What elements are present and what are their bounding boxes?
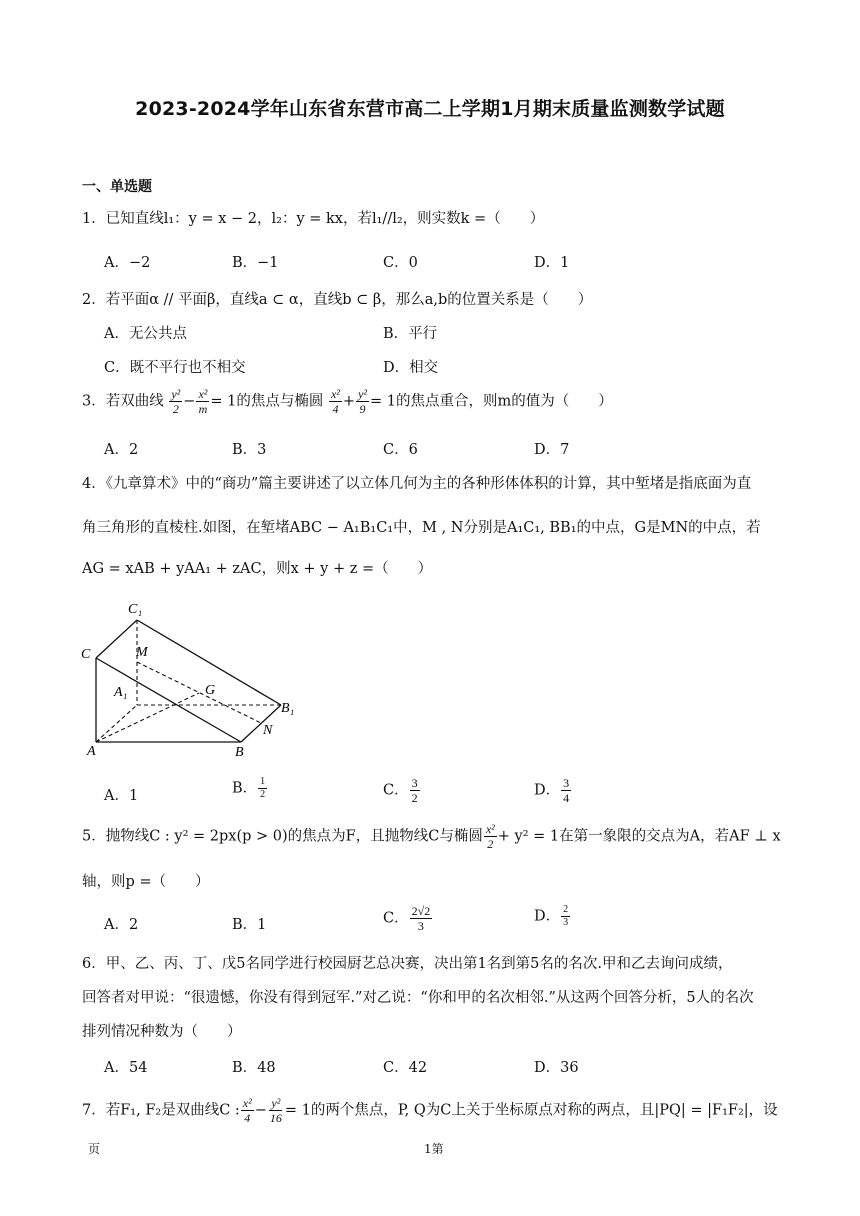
page-title: 2023-2024学年山东省东营市高二上学期1月期末质量监测数学试题 (135, 98, 725, 120)
fraction: $\frac{\text{x²}}{4}$ (330, 387, 340, 416)
q3-text-pre: 3．若双曲线 (82, 393, 164, 410)
q1-option-c: C．0 (383, 255, 418, 271)
label-b1: B₁ (281, 701, 295, 716)
q1-option-a: A．−2 (104, 255, 151, 271)
fraction: $\frac{\text{y²}}{2}$ (171, 387, 181, 416)
fraction: $\frac{3}{2}$ (411, 776, 418, 805)
q5-option-b: B．1 (232, 917, 267, 933)
question-6-line-1: 6．甲、乙、丙、丁、戊5名同学进行校园厨艺总决赛，决出第1名到第5名的名次.甲和乙去询问成绩， (82, 956, 733, 972)
q4-option-d: D． $\frac{3}{4}$ (534, 776, 570, 805)
q1-option-b: B．−1 (232, 255, 279, 271)
label-g: G (205, 683, 216, 698)
q4-option-a: A．1 (104, 788, 139, 804)
fraction: $\frac{\text{x²}}{m}$ (198, 387, 208, 416)
question-4-line-2: 角三角形的直棱柱.如图，在堑堵ABC − A₁B₁C₁中，M , N分别是A₁C₁, BB₁的中点，G是MN的中点，若 (82, 520, 761, 536)
q5-text-post: + y² = 1在第一象限的交点为A，若AF ⊥ x (497, 828, 781, 845)
q2-option-c: C．既不平行也不相交 (104, 360, 246, 376)
question-1: 1．已知直线l₁：y = x − 2，l₂：y = kx，若l₁//l₂，则实数k =（ ） (82, 211, 545, 227)
q2-option-b: B．平行 (383, 326, 438, 342)
footer-left: 页 (88, 1142, 101, 1156)
question-4-line-3: AG = xAB + yAA₁ + zAC，则x + y + z =（ ） (82, 561, 433, 577)
label-a: A (87, 744, 96, 759)
q1-option-d: D．1 (534, 255, 570, 271)
fraction: $\frac{2√2}{3}$ (411, 904, 431, 933)
q5-option-c: C． $\frac{2√2}{3}$ (383, 904, 431, 933)
q2-option-d: D．相交 (383, 360, 439, 376)
q4-option-c: C． $\frac{3}{2}$ (383, 776, 418, 805)
label-c1: C₁ (128, 602, 143, 617)
q7-text-pre: 7．若F₁, F₂是双曲线C : (82, 1102, 240, 1119)
question-5-line-2: 轴，则p =（ ） (82, 874, 210, 890)
question-3: 3．若双曲线 $\frac{\text{y²}}{2}$ − $\frac{\text{x²}}{m}$ = 1的焦点与椭圆 $\frac{\text{x²}}{4}$ + $\frac{\text{y²}}{9}$ = 1的焦点重合，则m的值为（ ） (82, 387, 613, 416)
fraction: $\frac{1}{2}$ (260, 776, 266, 800)
q3-option-d: D．7 (534, 442, 570, 458)
q5-text-pre: 5．抛物线C : y² = 2px(p > 0)的焦点为F，且抛物线C与椭圆 (82, 828, 483, 845)
label-b: B (235, 745, 244, 760)
fraction: $\frac{\text{y²}}{16}$ (269, 1096, 282, 1125)
q7-text-post: = 1的两个焦点，P, Q为C上关于坐标原点对称的两点，且|PQ| = |F₁F₂|，设 (284, 1102, 778, 1119)
q3-option-a: A．2 (104, 442, 139, 458)
fraction: $\frac{\text{x²}}{4}$ (242, 1096, 252, 1125)
question-7: 7．若F₁, F₂是双曲线C : $\frac{\text{x²}}{4}$ − $\frac{\text{y²}}{16}$ = 1的两个焦点，P, Q为C上关于坐标原点对称的两点，且|PQ| = |F₁F₂|，设 (82, 1096, 778, 1125)
q6-option-a: A．54 (104, 1060, 148, 1076)
label-m: M (136, 645, 148, 660)
q5-option-d: D． $\frac{2}{3}$ (534, 904, 569, 928)
q3-option-c: C．6 (383, 442, 418, 458)
question-6-line-2: 回答者对甲说：“很遗憾，你没有得到冠军.”对乙说：“你和甲的名次相邻.”从这两个回答分析，5人的名次 (82, 990, 754, 1006)
question-4-line-1: 4．《九章算术》中的“商功”篇主要讲述了以立体几何为主的各种形体体积的计算，其中堑堵是指底面为直 (82, 476, 752, 492)
question-5-line-1 (82, 822, 781, 851)
fraction: $\frac{\text{y²}}{9}$ (358, 387, 367, 416)
q2-option-a: A．无公共点 (104, 326, 187, 342)
q3-text-post: 的焦点重合，则m的值为（ ） (395, 393, 613, 410)
page-number: 1第 (424, 1142, 444, 1156)
prism-figure (78, 596, 308, 766)
label-c: C (81, 647, 91, 662)
q3-option-b: B．3 (232, 442, 267, 458)
q6-option-b: B．48 (232, 1060, 276, 1076)
fraction: $\frac{3}{4}$ (563, 776, 570, 805)
q3-text-mid: 的焦点与椭圆 (236, 393, 324, 410)
label-a1: A₁ (114, 685, 128, 700)
fraction: $\frac{\text{x²}}{2}$ (485, 822, 495, 851)
q5-option-a: A．2 (104, 917, 139, 933)
q6-option-d: D．36 (534, 1060, 579, 1076)
q4-option-b: B． $\frac{1}{2}$ (232, 776, 266, 800)
section-heading: 一、单选题 (82, 179, 152, 195)
label-n: N (263, 723, 273, 738)
question-6-line-3: 排列情况种数为（ ） (82, 1024, 242, 1040)
fraction: $\frac{2}{3}$ (563, 904, 569, 928)
question-2: 2．若平面α // 平面β，直线a ⊂ α，直线b ⊂ β，那么a,b的位置关系是（ ） (82, 292, 593, 308)
q6-option-c: C．42 (383, 1060, 428, 1076)
